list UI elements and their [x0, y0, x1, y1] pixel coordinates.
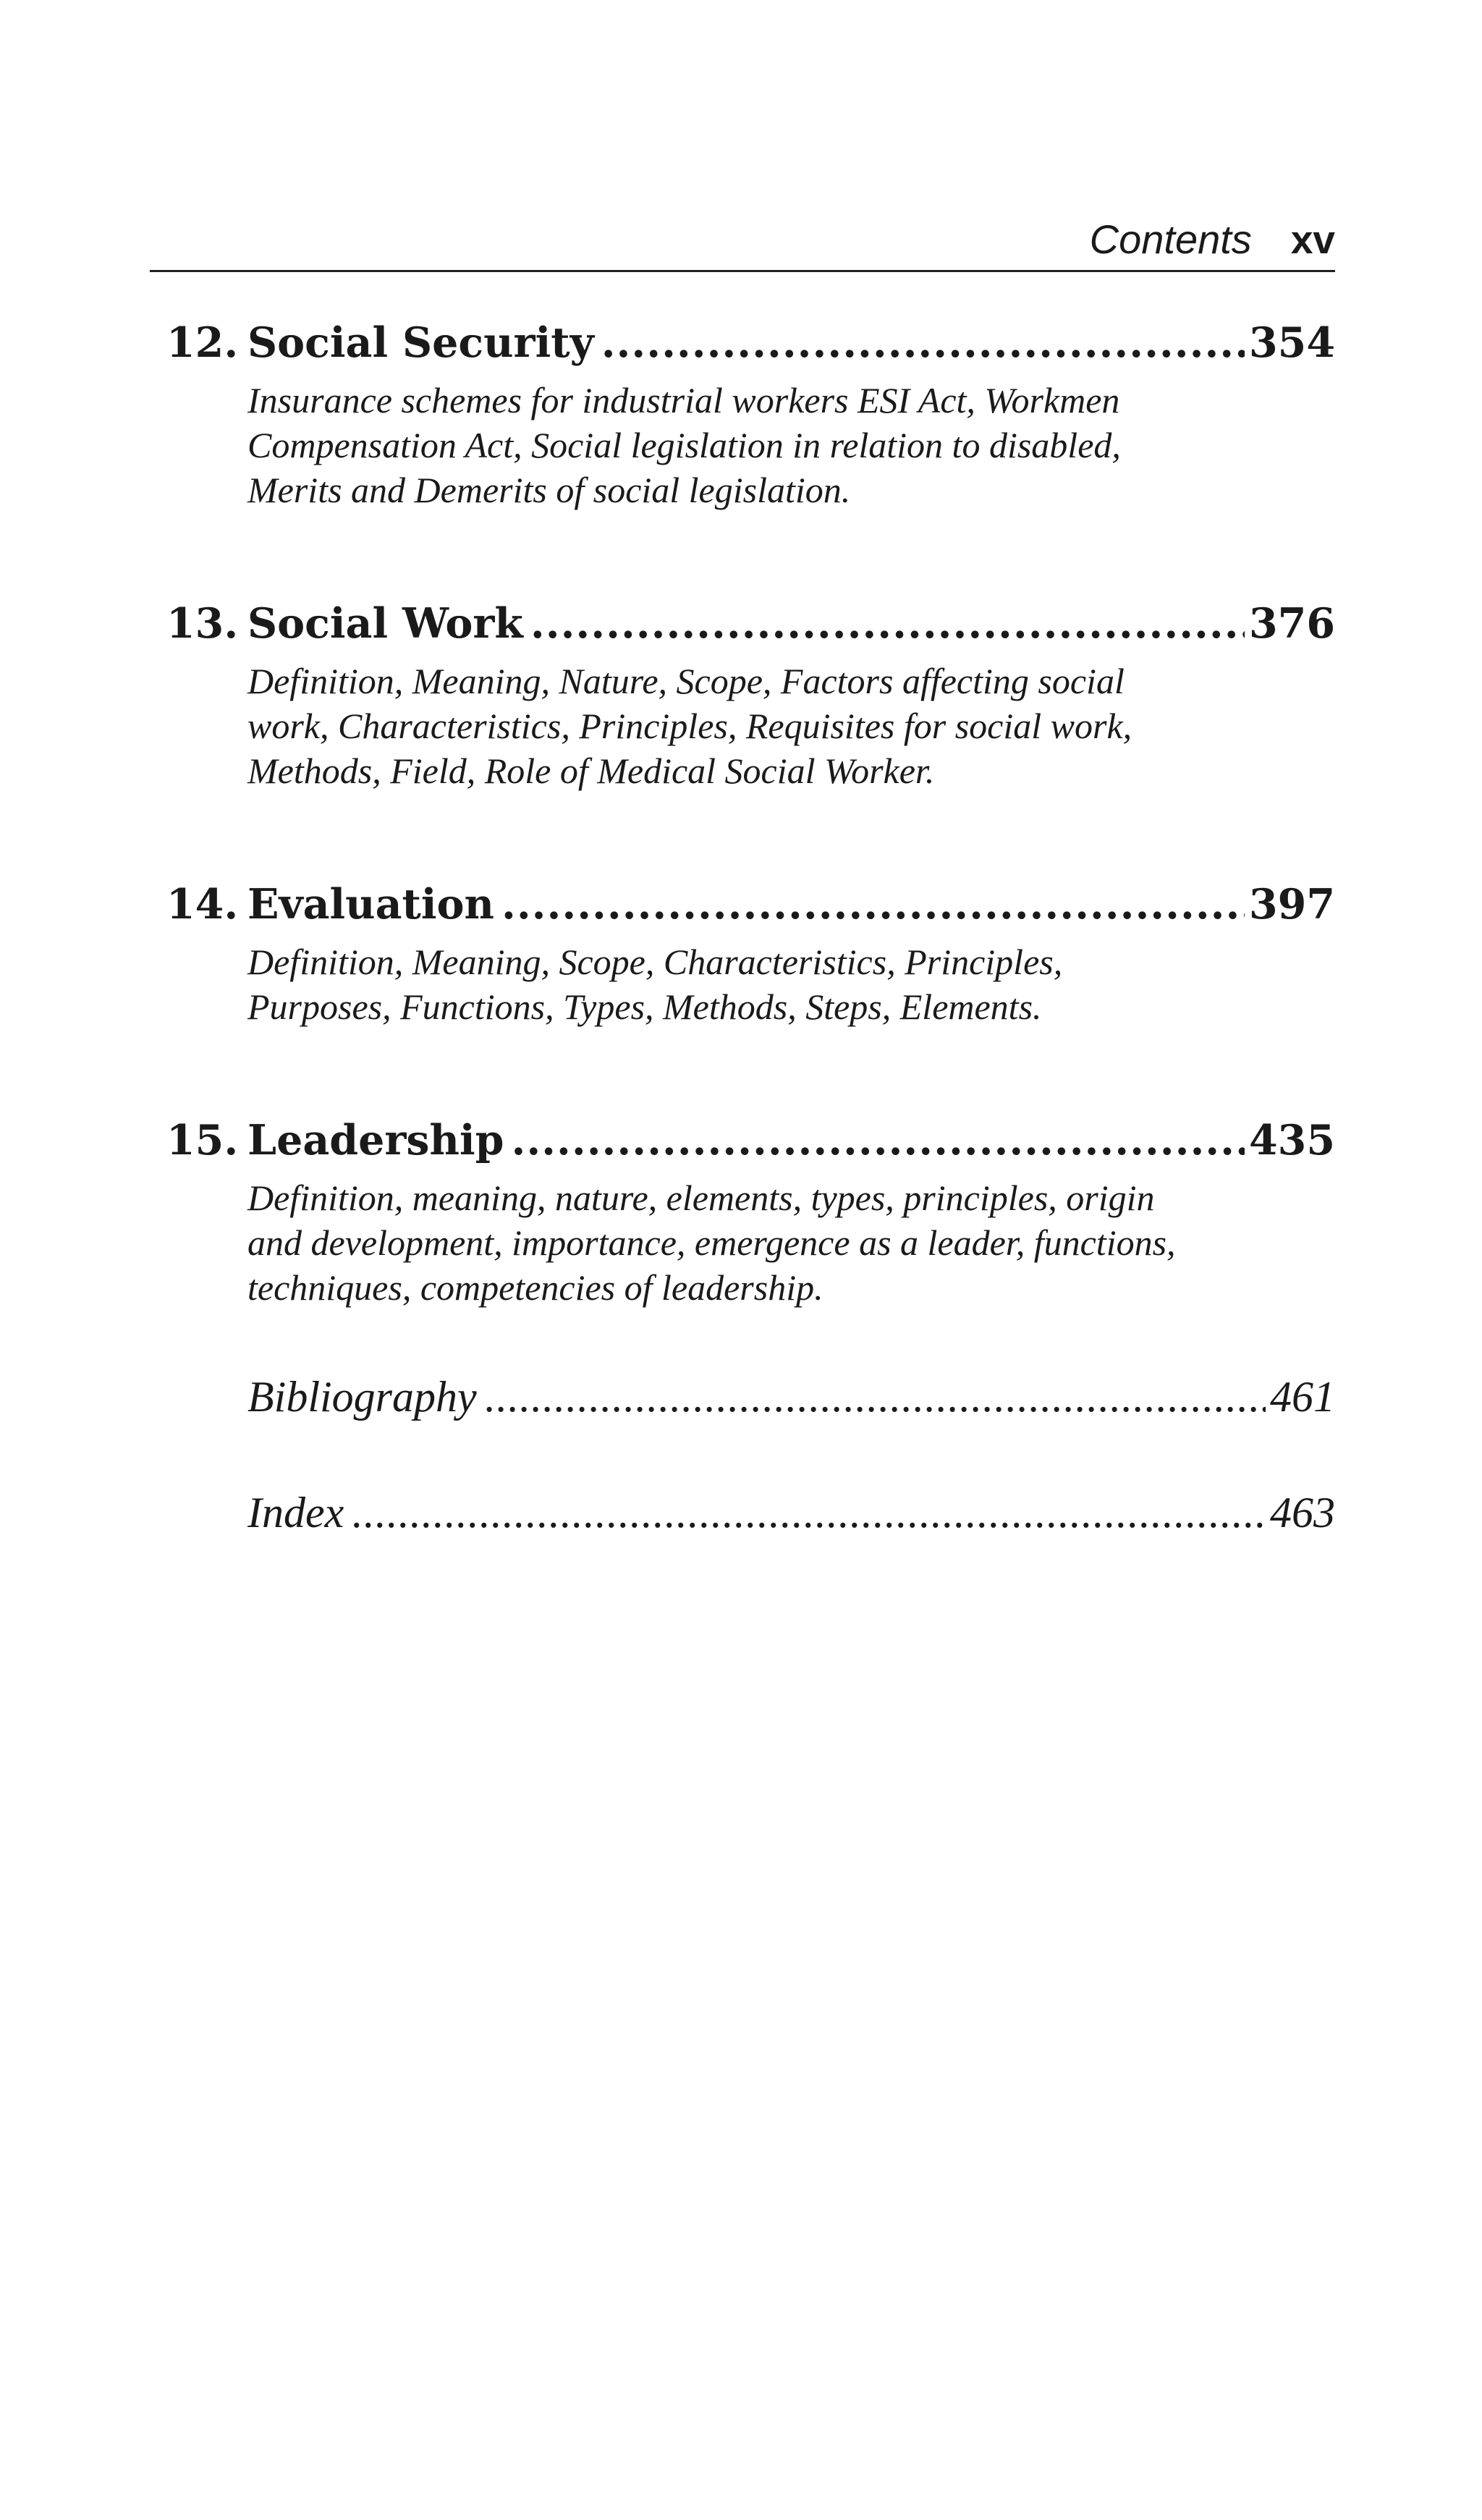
chapter-number: 13. — [166, 599, 239, 648]
chapter-page: 376 — [1249, 599, 1335, 648]
back-matter-page: 461 — [1270, 1373, 1335, 1421]
chapter-number: 12. — [166, 318, 239, 367]
chapter-number: 15. — [166, 1116, 239, 1164]
back-matter-page: 463 — [1270, 1489, 1335, 1536]
toc-entry-heading — [166, 870, 1335, 939]
chapter-description: Definition, Meaning, Nature, Scope, Factors affecting social work, Characteristics, Principles, Requisites for social work, Methods, Field, Role of Medical Social Worker. — [247, 661, 1132, 791]
toc-entry-social-security — [166, 308, 1335, 512]
chapter-description: Insurance schemes for industrial workers ESI Act, Workmen Compensation Act, Social legislation in relation to disabled, Merits and Demerits of social legislation. — [247, 380, 1121, 510]
running-title: Contents — [1089, 216, 1252, 262]
dot-leader — [501, 870, 1245, 939]
page-number: xv — [1290, 217, 1335, 262]
dot-leader — [601, 308, 1245, 378]
dot-leader — [511, 1106, 1245, 1175]
toc-entry-evaluation — [166, 870, 1335, 1029]
toc-entry-bibliography — [247, 1362, 1335, 1432]
dot-leader — [530, 589, 1245, 659]
chapter-title: Social Work — [247, 599, 523, 648]
chapter-title: Evaluation — [247, 880, 494, 929]
table-of-contents — [166, 308, 1335, 1547]
chapter-page: 397 — [1249, 880, 1335, 929]
chapter-description: Definition, meaning, nature, elements, types, principles, origin and development, importance, emergence as a leader, functions, techniques, competencies of leadership. — [247, 1177, 1176, 1308]
toc-entry-index — [247, 1478, 1335, 1547]
chapter-page: 435 — [1249, 1116, 1335, 1164]
chapter-description: Definition, Meaning, Scope, Characteristics, Principles, Purposes, Functions, Types, Methods, Steps, Elements. — [247, 942, 1063, 1027]
chapter-title: Social Security — [247, 318, 594, 367]
toc-entry-heading — [166, 589, 1335, 659]
header-inner — [1090, 216, 1335, 263]
page-header — [150, 208, 1335, 272]
chapter-number: 14. — [166, 880, 239, 929]
chapter-title: Leadership — [247, 1116, 504, 1164]
toc-entry-heading — [166, 1106, 1335, 1175]
dot-leader — [484, 1362, 1266, 1432]
back-matter-title: Index — [247, 1489, 344, 1536]
toc-entry-heading — [166, 308, 1335, 378]
back-matter-title: Bibliography — [247, 1373, 477, 1421]
dot-leader — [351, 1478, 1266, 1547]
chapter-page: 354 — [1249, 318, 1335, 367]
toc-entry-leadership — [166, 1106, 1335, 1310]
toc-entry-social-work — [166, 589, 1335, 793]
